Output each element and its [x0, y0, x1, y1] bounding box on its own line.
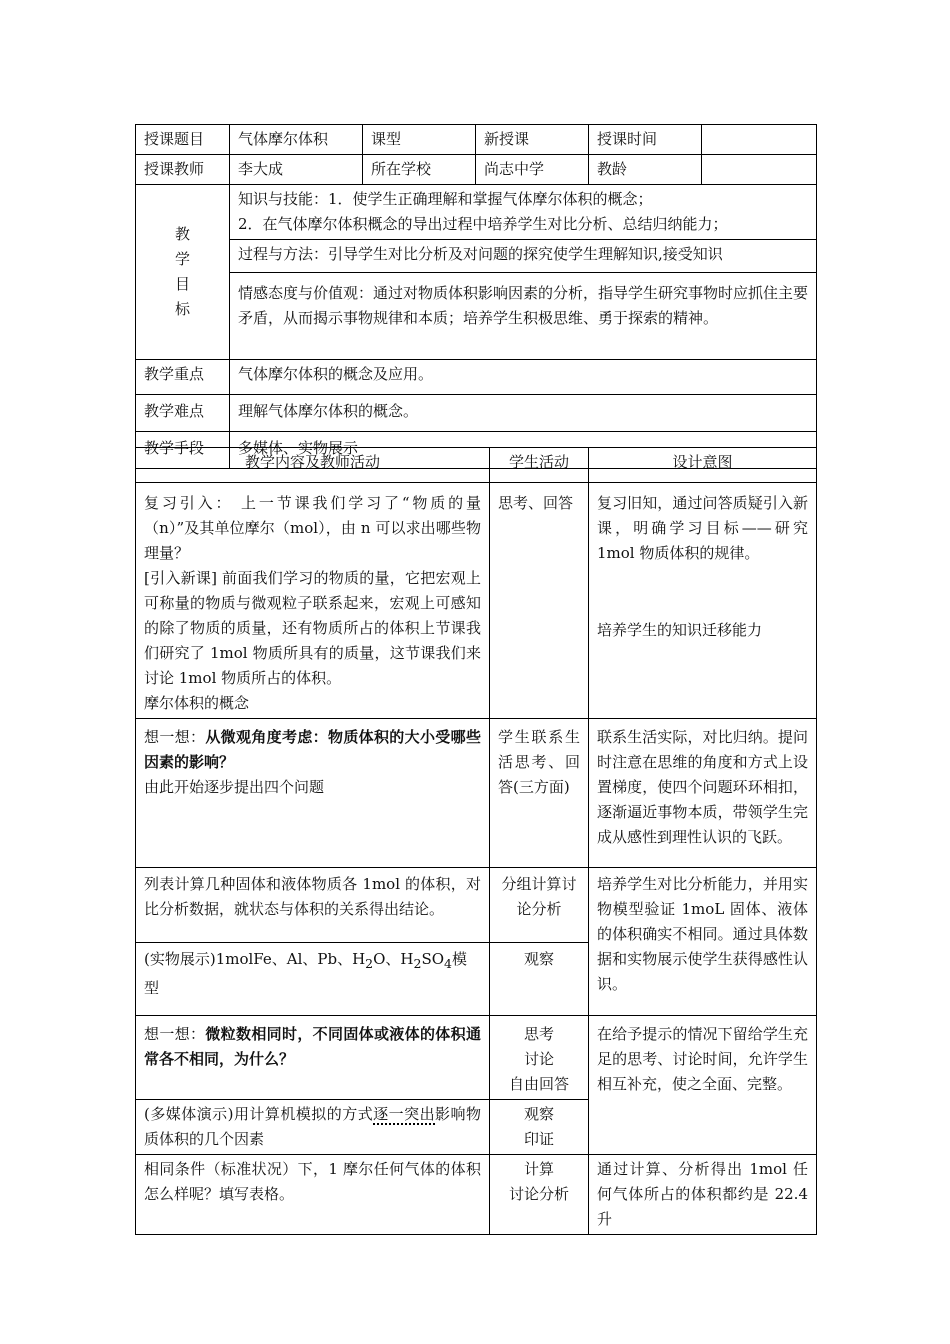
- value-teacher: 李大成: [230, 155, 363, 185]
- row6-student-1: 观察: [523, 1105, 554, 1123]
- goals-row-emotion: [136, 273, 817, 360]
- col-header-content: 教学内容及教师活动: [136, 448, 490, 483]
- value-years: [702, 155, 817, 185]
- row5-student: [490, 1016, 589, 1100]
- lesson-process-table: [135, 447, 817, 1235]
- value-class-type: 新授课: [476, 125, 589, 155]
- row7-student: [490, 1155, 589, 1235]
- goal-knowledge-line2: 2．在气体摩尔体积概念的导出过程中培养学生对比分析、总结归纳能力；: [238, 215, 728, 233]
- row5-content: [136, 1016, 490, 1100]
- label-time: 授课时间: [589, 125, 702, 155]
- key-point-row: [136, 360, 817, 395]
- row4-content: [136, 943, 490, 1016]
- goals-row-knowledge: [136, 185, 817, 240]
- row6-content: [136, 1100, 490, 1155]
- row7-content: 相同条件（标准状况）下，1 摩尔任何气体的体积怎么样呢？填写表格。: [136, 1155, 490, 1235]
- row2-followup: 由此开始逐步提出四个问题: [144, 778, 325, 796]
- goals-label: [136, 185, 230, 360]
- row2-content: [136, 719, 490, 868]
- row5-student-1: 思考: [523, 1025, 554, 1043]
- row1-intent: [589, 483, 817, 719]
- goal-knowledge: [230, 185, 817, 240]
- value-school: 尚志中学: [476, 155, 589, 185]
- goals-label-char: 标: [174, 300, 190, 318]
- difficulty-row: [136, 395, 817, 432]
- row1-intro: [引入新课] 前面我们学习的物质的量，它把宏观上可称量的物质与微观粒子联系起来，宏观上可感知的除了物质的质量，还有物质所占的体积上节课我们研究了 1mol 物质所具有的质量，这节课我们来讨论 1mol 物质所占的体积。: [144, 569, 481, 687]
- row2-bold: 从微观角度考虑：物质体积的大小受哪些因素的影响？: [144, 728, 481, 771]
- row7-student-1: 计算: [523, 1160, 554, 1178]
- row2-lead: 想一想：: [144, 728, 206, 746]
- process-row: [136, 719, 817, 868]
- difficulty-value: 理解气体摩尔体积的概念。: [230, 395, 817, 432]
- info-row-topic: [136, 125, 817, 155]
- row5-student-3: 自由回答: [508, 1075, 569, 1093]
- row4-sub-3: 4: [444, 956, 452, 971]
- label-school: 所在学校: [363, 155, 476, 185]
- row1-intent-1: 复习旧知，通过问答质疑引入新课，明确学习目标——研究 1mol 物质体积的规律。: [597, 494, 808, 562]
- row1-concept: 摩尔体积的概念: [144, 694, 250, 712]
- row6-student-2: 印证: [523, 1130, 554, 1148]
- row4-text-b: O、H: [373, 950, 414, 968]
- row5-intent: 在给予提示的情况下留给学生充足的思考、讨论时间，允许学生相互补充，使之全面、完整。: [589, 1016, 817, 1155]
- value-topic: 气体摩尔体积: [230, 125, 363, 155]
- lesson-info-table: [135, 124, 817, 469]
- process-row: [136, 868, 817, 943]
- row6-emphasis: 逐一突出: [373, 1105, 436, 1123]
- row4-text-a: (实物展示)1molFe、Al、Pb、H: [144, 950, 366, 968]
- row5-lead: 想一想：: [144, 1025, 206, 1043]
- means-label: 教学手段: [136, 432, 230, 469]
- row5-student-2: 讨论: [523, 1050, 554, 1068]
- goal-knowledge-line1: 知识与技能：1．使学生正确理解和掌握气体摩尔体积的概念；: [238, 190, 653, 208]
- label-teacher: 授课教师: [136, 155, 230, 185]
- row3-student: 分组计算讨论分析: [490, 868, 589, 943]
- row1-review: 复习引入： 上一节课我们学习了“物质的量（n）”及其单位摩尔（mol），由 n 可以求出哪些物理量？: [144, 494, 481, 562]
- process-row: [136, 1155, 817, 1235]
- row1-student: 思考、回答: [490, 483, 589, 719]
- goal-emotion: 情感态度与价值观：通过对物质体积影响因素的分析，指导学生研究事物时应抓住主要矛盾，从而揭示事物规律和本质；培养学生积极思维、勇于探索的精神。: [230, 273, 817, 360]
- row4-student: 观察: [490, 943, 589, 1016]
- row4-text-c: SO: [421, 950, 445, 968]
- row3-content: 列表计算几种固体和液体物质各 1mol 的体积，对比分析数据，就状态与体积的关系得出结论。: [136, 868, 490, 943]
- row2-question: [144, 725, 481, 775]
- key-point-value: 气体摩尔体积的概念及应用。: [230, 360, 817, 395]
- label-class-type: 课型: [363, 125, 476, 155]
- goal-process: 过程与方法：引导学生对比分析及对问题的探究使学生理解知识,接受知识: [230, 240, 817, 273]
- row2-intent: 联系生活实际，对比归纳。提问时注意在思维的角度和方式上设置梯度，使四个问题环环相扣，逐渐逼近事物本质，带领学生完成从感性到理性认识的飞跃。: [589, 719, 817, 868]
- col-header-student: 学生活动: [490, 448, 589, 483]
- value-time: [702, 125, 817, 155]
- goals-label-char: 目: [174, 275, 190, 293]
- row4-sub-2: 2: [413, 956, 422, 971]
- row5-bold: 微粒数相同时，不同固体或液体的体积通常各不相同，为什么？: [144, 1025, 481, 1068]
- row7-student-2: 讨论分析: [508, 1185, 569, 1203]
- info-row-teacher: [136, 155, 817, 185]
- col-header-intent: 设计意图: [589, 448, 817, 483]
- row6-student: [490, 1100, 589, 1155]
- process-row: [136, 1016, 817, 1100]
- goals-row-process: [136, 240, 817, 273]
- row4-text-d: 模型: [144, 950, 468, 997]
- process-header-row: [136, 448, 817, 483]
- goals-label-char: 教: [174, 225, 190, 243]
- row1-intent-2: 培养学生的知识迁移能力: [597, 621, 763, 639]
- difficulty-label: 教学难点: [136, 395, 230, 432]
- row2-student: 学生联系生活思考、回答(三方面): [490, 719, 589, 868]
- label-topic: 授课题目: [136, 125, 230, 155]
- process-row: [136, 483, 817, 719]
- means-value: 多媒体、实物展示: [230, 432, 817, 469]
- row4-sub-1: 2: [365, 956, 374, 971]
- goals-label-char: 学: [174, 250, 190, 268]
- label-years: 教龄: [589, 155, 702, 185]
- key-point-label: 教学重点: [136, 360, 230, 395]
- row3-intent: 培养学生对比分析能力，并用实物模型验证 1moL 固体、液体的体积确实不相同。通过具体数据和实物展示使学生获得感性认识。: [589, 868, 817, 1016]
- row7-intent: 通过计算、分析得出 1mol 任何气体所占的体积都约是 22.4 升: [589, 1155, 817, 1235]
- row1-content: [136, 483, 490, 719]
- row6-text-a: (多媒体演示)用计算机模拟的方式: [144, 1105, 374, 1123]
- row6-text-b: 影响物质体积的几个因素: [144, 1105, 481, 1148]
